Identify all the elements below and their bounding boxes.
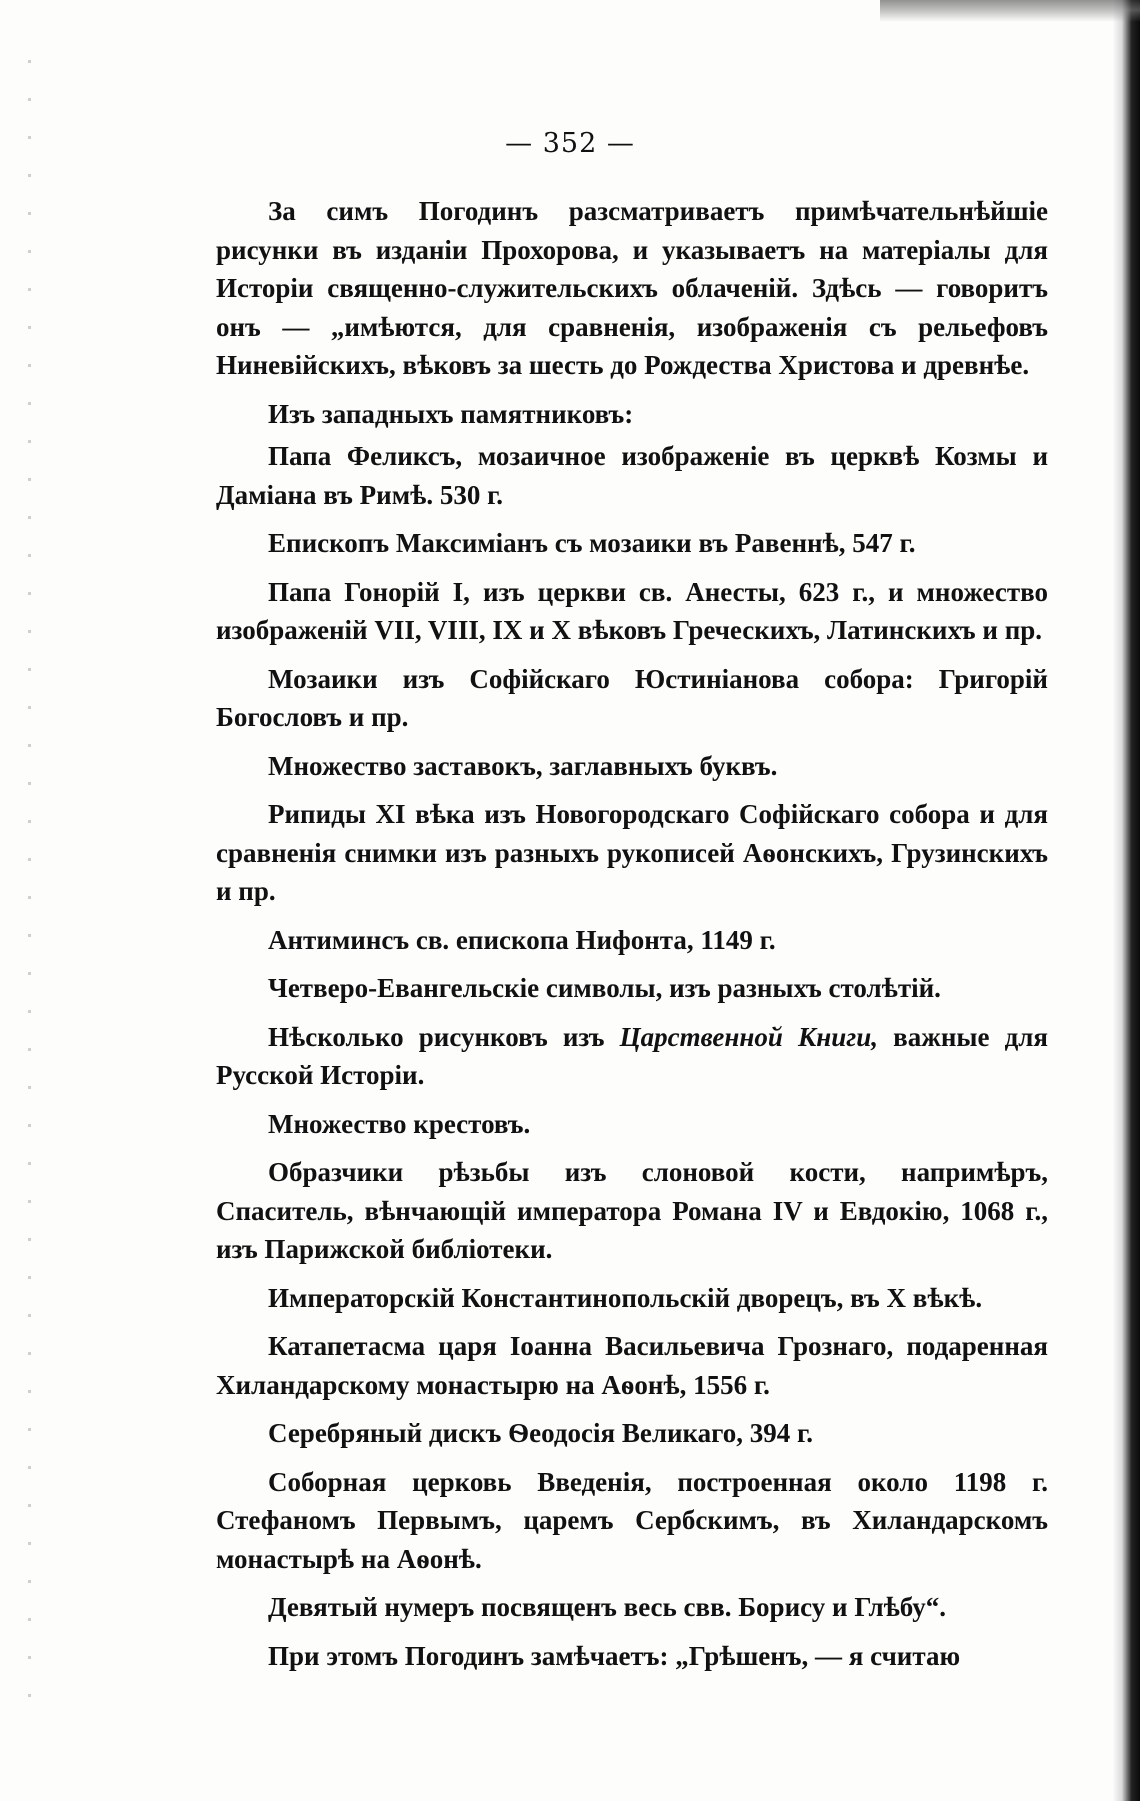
- page-edge-shadow: [1112, 0, 1140, 1801]
- paragraph: Рипиды XI вѣка изъ Новогородскаго Софійскаго собора и для сравненія снимки изъ разныхъ рукописей Аѳонскихъ, Грузинскихъ и пр.: [216, 799, 1048, 906]
- paragraph: Папа Феликсъ, мозаичное изображеніе въ церквѣ Козмы и Даміана въ Римѣ. 530 г.: [216, 441, 1048, 510]
- paragraph: Образчики рѣзьбы изъ слоновой кости, напримѣръ, Спаситель, вѣнчающій императора Романа IV и Евдокію, 1068 г., изъ Парижской библіотеки.: [216, 1157, 1048, 1264]
- page-left-specks: [28, 60, 31, 1710]
- paragraph: Епископъ Максиміанъ съ мозаики въ Равеннѣ, 547 г.: [268, 528, 916, 558]
- paragraph: Множество крестовъ.: [268, 1108, 531, 1139]
- paragraph: При этомъ Погодинъ замѣчаетъ: „Грѣшенъ, — я считаю: [268, 1640, 961, 1671]
- book-title: Царственной Книги,: [619, 1021, 879, 1052]
- paragraph: Девятый нумеръ посвященъ весь свв. Борису и Глѣбу“.: [268, 1592, 947, 1622]
- paragraph: Множество заставокъ, заглавныхъ буквъ.: [268, 750, 778, 781]
- paragraph: Мозаики изъ Софійскаго Юстиніанова собора: Григорій Богословъ и пр.: [216, 663, 1048, 732]
- paragraph: Папа Гонорій I, изъ церкви св. Анесты, 623 г., и множество изображеній VII, VIII, IX и X вѣковъ Греческихъ, Латинскихъ и пр.: [216, 576, 1048, 645]
- page-number: — 352 —: [505, 128, 635, 159]
- paragraph: Серебряный дискъ Ѳеодосія Великаго, 394 г.: [268, 1418, 813, 1448]
- paragraph: Изъ западныхъ памятниковъ:: [268, 398, 634, 429]
- paragraph: Императорскій Константинопольскій дворецъ, въ X вѣкѣ.: [268, 1282, 983, 1313]
- paragraph: Соборная церковь Введенія, построенная около 1198 г. Стефаномъ Первымъ, царемъ Сербскимъ, въ Хиландарскомъ монастырѣ на Аѳонѣ.: [216, 1466, 1048, 1574]
- paragraph: За симъ Погодинъ разсматриваетъ примѣчательнѣйшіе рисунки въ изданіи Прохорова, и указываетъ на матеріалы для Исторіи священно-служительскихъ облаченій. Здѣсь — говоритъ онъ — „имѣются, для сравненія, изображенія съ рельефовъ Ниневійскихъ, вѣковъ за шесть до Рождества Христова и древнѣе.: [216, 196, 1048, 380]
- paragraph: Катапетасма царя Іоанна Васильевича Грознаго, подаренная Хиландарскому монастырю на Аѳонѣ, 1556 г.: [216, 1331, 1048, 1400]
- paragraph: Четверо-Евангельскіе символы, изъ разныхъ столѣтій.: [268, 973, 941, 1003]
- page-top-shadow: [880, 0, 1140, 22]
- paragraph-tsarstvennaya-kniga: [216, 1018, 1048, 1095]
- paragraph-text: Нѣсколько рисунковъ изъ: [268, 1021, 620, 1052]
- paragraph: Антиминсъ св. епископа Нифонта, 1149 г.: [268, 924, 776, 955]
- body-text: [216, 192, 1048, 1685]
- paragraph-text: важные для Русской Исторіи.: [216, 1021, 1048, 1090]
